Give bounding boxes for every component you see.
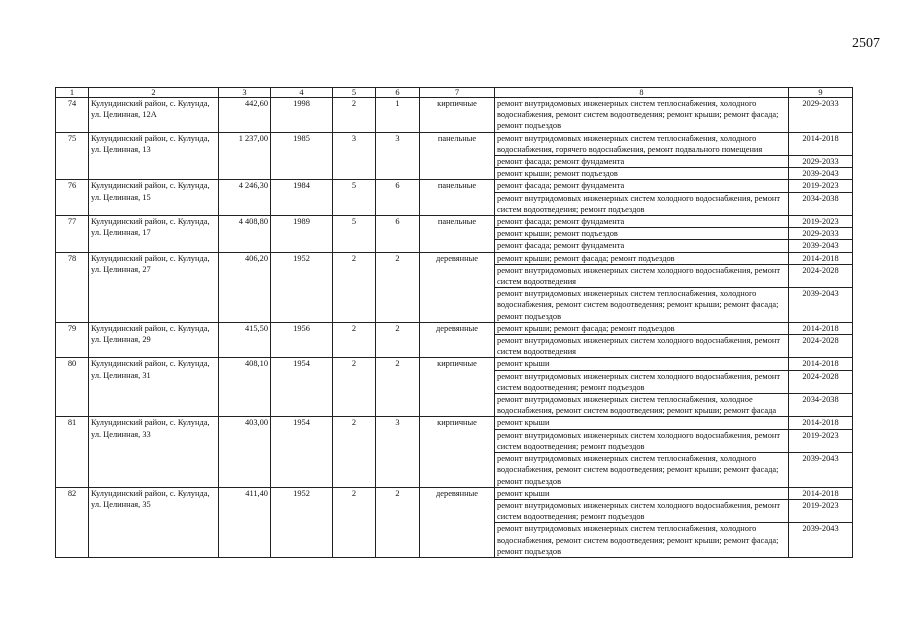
repair-period-cell: 2039-2043: [789, 288, 853, 323]
table-row: [56, 98, 853, 133]
entrances-cell: 6: [376, 180, 420, 216]
repair-works-cell: ремонт фасада; ремонт фундамента: [495, 156, 789, 168]
repair-works-cell: ремонт крыши: [495, 417, 789, 429]
year-cell: 1985: [271, 132, 333, 180]
area-cell: 442,60: [219, 98, 271, 133]
year-cell: 1989: [271, 216, 333, 253]
address-cell: Кулундинский район, с. Кулунда, ул. Целинная, 13: [89, 132, 219, 180]
row-number-cell: 79: [56, 322, 89, 358]
repair-period-cell: 2029-2033: [789, 156, 853, 168]
year-cell: 1952: [271, 487, 333, 557]
column-header: 7: [420, 88, 495, 98]
wall-material-cell: панельные: [420, 216, 495, 253]
repair-works-cell: ремонт фасада; ремонт фундамента: [495, 240, 789, 252]
address-cell: Кулундинский район, с. Кулунда, ул. Целинная, 17: [89, 216, 219, 253]
year-cell: 1954: [271, 358, 333, 417]
wall-material-cell: деревянные: [420, 487, 495, 557]
repair-works-cell: ремонт внутридомовых инженерных систем теплоснабжения, холодного водоснабжения, горячего водоснабжения, ремонт подвального помещения: [495, 132, 789, 155]
year-cell: 1984: [271, 180, 333, 216]
column-header: 2: [89, 88, 219, 98]
table-row: [56, 180, 853, 192]
repair-period-cell: 2019-2023: [789, 180, 853, 192]
repair-works-cell: ремонт внутридомовых инженерных систем холодного водоснабжения, ремонт систем водоотведения: [495, 264, 789, 287]
repair-works-cell: ремонт крыши; ремонт фасада; ремонт подъездов: [495, 322, 789, 334]
address-cell: Кулундинский район, с. Кулунда, ул. Целинная, 33: [89, 417, 219, 487]
repair-works-cell: ремонт внутридомовых инженерных систем холодного водоснабжения, ремонт систем водоотведения; ремонт подъездов: [495, 192, 789, 215]
table-row: [56, 358, 853, 370]
floors-cell: 2: [333, 487, 376, 557]
floors-cell: 2: [333, 358, 376, 417]
repair-works-cell: ремонт внутридомовых инженерных систем холодного водоснабжения, ремонт систем водоотведения; ремонт подъездов: [495, 429, 789, 452]
year-cell: 1954: [271, 417, 333, 487]
row-number-cell: 74: [56, 98, 89, 133]
entrances-cell: 1: [376, 98, 420, 133]
repair-period-cell: 2039-2043: [789, 240, 853, 252]
address-cell: Кулундинский район, с. Кулунда, ул. Целинная, 12А: [89, 98, 219, 133]
area-cell: 403,00: [219, 417, 271, 487]
floors-cell: 2: [333, 98, 376, 133]
wall-material-cell: кирпичные: [420, 358, 495, 417]
wall-material-cell: панельные: [420, 180, 495, 216]
repair-works-cell: ремонт внутридомовых инженерных систем теплоснабжения, холодного водоснабжения, ремонт систем водоотведения; ремонт крыши; ремонт фасада; ремонт подъездов: [495, 453, 789, 488]
row-number-cell: 75: [56, 132, 89, 180]
repair-period-cell: 2024-2028: [789, 335, 853, 358]
wall-material-cell: кирпичные: [420, 417, 495, 487]
entrances-cell: 3: [376, 132, 420, 180]
repair-period-cell: 2014-2018: [789, 252, 853, 264]
floors-cell: 2: [333, 322, 376, 358]
address-cell: Кулундинский район, с. Кулунда, ул. Целинная, 27: [89, 252, 219, 322]
repair-period-cell: 2014-2018: [789, 358, 853, 370]
row-number-cell: 81: [56, 417, 89, 487]
address-cell: Кулундинский район, с. Кулунда, ул. Целинная, 29: [89, 322, 219, 358]
floors-cell: 5: [333, 216, 376, 253]
repair-period-cell: 2039-2043: [789, 168, 853, 180]
entrances-cell: 2: [376, 358, 420, 417]
row-number-cell: 82: [56, 487, 89, 557]
year-cell: 1952: [271, 252, 333, 322]
repair-works-cell: ремонт внутридомовых инженерных систем теплоснабжения, холодного водоснабжения, ремонт систем водоотведения; ремонт крыши; ремонт фасада; ремонт подъездов: [495, 98, 789, 133]
column-header: 6: [376, 88, 420, 98]
wall-material-cell: панельные: [420, 132, 495, 180]
area-cell: 411,40: [219, 487, 271, 557]
address-cell: Кулундинский район, с. Кулунда, ул. Целинная, 15: [89, 180, 219, 216]
repair-works-cell: ремонт крыши; ремонт подъездов: [495, 228, 789, 240]
repair-period-cell: 2034-2038: [789, 192, 853, 215]
repair-works-cell: ремонт крыши; ремонт подъездов: [495, 168, 789, 180]
floors-cell: 2: [333, 252, 376, 322]
repair-works-cell: ремонт внутридомовых инженерных систем холодного водоснабжения, ремонт систем водоотведения; ремонт подъездов: [495, 370, 789, 393]
address-cell: Кулундинский район, с. Кулунда, ул. Целинная, 31: [89, 358, 219, 417]
repair-works-cell: ремонт внутридомовых инженерных систем холодного водоснабжения, ремонт систем водоотведения: [495, 335, 789, 358]
year-cell: 1998: [271, 98, 333, 133]
area-cell: 408,10: [219, 358, 271, 417]
repair-period-cell: 2019-2023: [789, 499, 853, 522]
repair-period-cell: 2029-2033: [789, 98, 853, 133]
row-number-cell: 76: [56, 180, 89, 216]
repair-period-cell: 2019-2023: [789, 429, 853, 452]
area-cell: 406,20: [219, 252, 271, 322]
table-row: [56, 417, 853, 429]
repair-works-cell: ремонт фасада; ремонт фундамента: [495, 180, 789, 192]
header-row: [56, 88, 853, 98]
row-number-cell: 78: [56, 252, 89, 322]
floors-cell: 5: [333, 180, 376, 216]
repair-period-cell: 2014-2018: [789, 132, 853, 155]
entrances-cell: 2: [376, 322, 420, 358]
repair-period-cell: 2024-2028: [789, 370, 853, 393]
column-header: 4: [271, 88, 333, 98]
repair-period-cell: 2014-2018: [789, 417, 853, 429]
column-header: 8: [495, 88, 789, 98]
repair-period-cell: 2014-2018: [789, 322, 853, 334]
table-row: [56, 487, 853, 499]
wall-material-cell: кирпичные: [420, 98, 495, 133]
page-number: 2507: [852, 36, 880, 51]
table-row: [56, 216, 853, 228]
table-row: [56, 132, 853, 155]
column-header: 3: [219, 88, 271, 98]
floors-cell: 2: [333, 417, 376, 487]
table-row: [56, 252, 853, 264]
area-cell: 4 408,80: [219, 216, 271, 253]
repair-works-cell: ремонт внутридомовых инженерных систем теплоснабжения, холодного водоснабжения, ремонт систем водоотведения; ремонт крыши; ремонт фасада; ремонт подъездов: [495, 288, 789, 323]
repair-works-cell: ремонт крыши: [495, 487, 789, 499]
entrances-cell: 3: [376, 417, 420, 487]
table-row: [56, 322, 853, 334]
repair-period-cell: 2039-2043: [789, 453, 853, 488]
entrances-cell: 6: [376, 216, 420, 253]
column-header: 9: [789, 88, 853, 98]
address-cell: Кулундинский район, с. Кулунда, ул. Целинная, 35: [89, 487, 219, 557]
area-cell: 4 246,30: [219, 180, 271, 216]
year-cell: 1956: [271, 322, 333, 358]
repair-works-cell: ремонт внутридомовых инженерных систем холодного водоснабжения, ремонт систем водоотведения; ремонт подъездов: [495, 499, 789, 522]
area-cell: 1 237,00: [219, 132, 271, 180]
wall-material-cell: деревянные: [420, 322, 495, 358]
table-body: [56, 98, 853, 558]
repair-period-cell: 2014-2018: [789, 487, 853, 499]
repair-period-cell: 2029-2033: [789, 228, 853, 240]
area-cell: 415,50: [219, 322, 271, 358]
repair-works-cell: ремонт фасада; ремонт фундамента: [495, 216, 789, 228]
repair-period-cell: 2039-2043: [789, 523, 853, 558]
column-header: 5: [333, 88, 376, 98]
repair-period-cell: 2034-2038: [789, 394, 853, 417]
repair-works-cell: ремонт внутридомовых инженерных систем теплоснабжения, холодного водоснабжения, ремонт систем водоотведения; ремонт крыши; ремонт фасада; ремонт подъездов: [495, 523, 789, 558]
repair-works-cell: ремонт крыши: [495, 358, 789, 370]
repair-period-cell: 2019-2023: [789, 216, 853, 228]
row-number-cell: 80: [56, 358, 89, 417]
repair-works-cell: ремонт крыши; ремонт фасада; ремонт подъездов: [495, 252, 789, 264]
wall-material-cell: деревянные: [420, 252, 495, 322]
repair-period-cell: 2024-2028: [789, 264, 853, 287]
repair-works-cell: ремонт внутридомовых инженерных систем теплоснабжения, холодное водоснабжения, ремонт систем водоотведения; ремонт крыши; ремонт фасада: [495, 394, 789, 417]
housing-repair-table: [55, 87, 853, 558]
row-number-cell: 77: [56, 216, 89, 253]
entrances-cell: 2: [376, 487, 420, 557]
entrances-cell: 2: [376, 252, 420, 322]
floors-cell: 3: [333, 132, 376, 180]
column-header: 1: [56, 88, 89, 98]
